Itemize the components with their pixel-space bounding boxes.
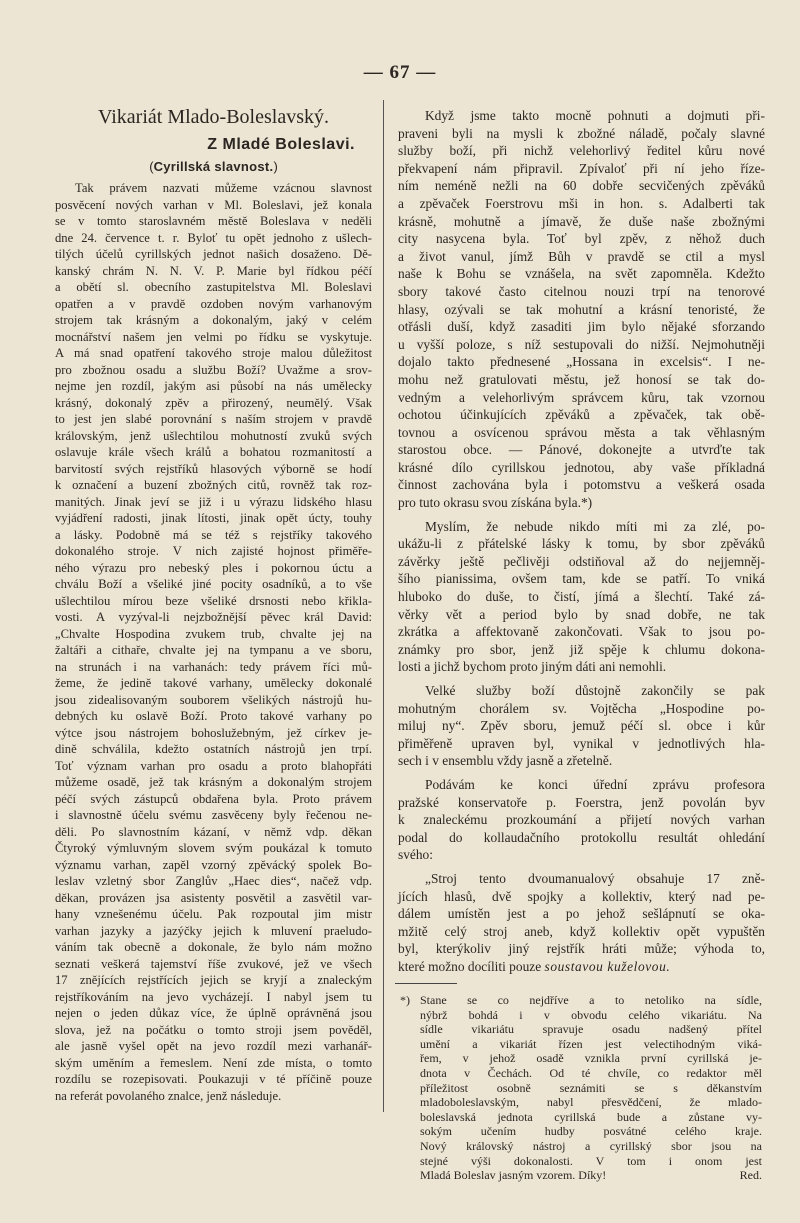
text-line: podal do kollaudačního protokollu resultát ohledání (398, 829, 765, 845)
text-line: Toť význam varhan pro osadu a proto blahopřáti (55, 758, 372, 773)
article-title: Vikariát Mlado-Boleslavský. (98, 106, 329, 128)
text-line: vyjádření radosti, jinak lítosti, jinak opět úcty, touhy (55, 511, 372, 525)
footnote-text (420, 993, 762, 1183)
text-line: příležitost osobně seznámiti se s děkanstvím (420, 1080, 762, 1095)
text-line: A má snad opatření takového stroje malou důležitost (55, 346, 372, 360)
paragraph (398, 870, 765, 976)
text-line: svého: (398, 847, 433, 863)
text-line: Když jsme takto mocně pohnuti a dojmuti při- (425, 108, 765, 123)
text-line: 17 znějících rejstřících jejich se kryjí a znaleckým (55, 973, 372, 987)
text-line: sídle vikariátu spravuje osadu nadšený přítel (420, 1022, 762, 1037)
text-line: a lásky. Podobně má se též s rejstříky takového (55, 527, 372, 542)
text-line: a obětí sl. obecního zastupitelstva Ml. Boleslavi (55, 280, 372, 294)
section-label: Cyrillská slavnost. (153, 159, 274, 174)
text-line: tilých účelů cyrillských jednot našich dosaženo. Dě- (55, 247, 372, 261)
text-line: tovnou a osvícenou správou města a tak věhlasným (398, 424, 765, 440)
text-line: boleslavská jednota cyrillská bude a zůstane vy- (420, 1109, 762, 1124)
text-line: významu varhan, zapěl vzorný zpěvácký spolek Bo- (55, 857, 372, 872)
text-line: varhan jazyky a jazýčky jejich k mluvení praeludo- (55, 923, 372, 938)
text-line: Nový královský nástroj a cyrillský sbor jsou na (420, 1138, 762, 1153)
text-line: váním tak obecně a dokonale, že bylo nám možno (55, 940, 372, 954)
text-line: opatřen a v pravdě ozdoben novým varhanovým (55, 296, 372, 311)
paragraph (398, 682, 765, 770)
text-line: losti a jichž bychom proto jiným dáti ani nemohli. (398, 659, 667, 675)
text-line: city nasycena byla. Toť byl zpěv, z něhož duch (398, 231, 765, 247)
text-line: Tak právem nazvati můžeme vzácnou slavnost (75, 181, 372, 195)
text-line: vosti. A vyzýval-li nejzbožnější pěvec král David: (55, 610, 372, 624)
paragraph (398, 518, 765, 676)
line-text: Mladá Boleslav jasným vzorem. Díky! (420, 1168, 607, 1183)
text-line: chválu Boží a všeliké jiné pocity osadníků, a to vše (55, 577, 372, 591)
text-line: kanský chrám N. N. V. P. Marie byl řídkou péčí (55, 263, 372, 278)
text-line: nýbrž bohdá i v obvodu celého vikariátu. Na (420, 1007, 762, 1022)
text-line: na strunách i na varhanách: tedy právem říci mů- (55, 659, 372, 674)
text-line: umění a vikariát řízen jest velectihodným viká- (420, 1036, 762, 1051)
text-line: ukážu-li z přátelské lásky k tomu, by sbor zpěváků (398, 536, 765, 552)
text-line: byl, kterýkoliv jiný rejstřík hráti může; výhoda to, (398, 941, 765, 957)
text-line: u vyšší poloze, s níž sestupovali do nižší. Nejmohutněji (398, 336, 765, 352)
text-line: řem, v jehož osadě vznikla první cyrillská je- (420, 1051, 762, 1066)
text-line: ušlechtilou mírou beze všeliké drsnosti nebo křikla- (55, 593, 372, 608)
text-line: posvěcení nových varhan v Ml. Boleslavi, jež konala (55, 197, 372, 212)
text-line: pro tuto okrasu svou získána byla.*) (398, 495, 593, 511)
text-line: mohutným chorálem sv. Vojtěcha „Hospodine po- (398, 700, 765, 716)
line-text: které možno docíliti pouze (398, 958, 545, 974)
text-line: nejme jen rozdíl, jakým asi působí na nás umělecky (55, 379, 372, 393)
text-line: „Chvalte Hospodina zvukem trub, chvalte jej na (55, 626, 372, 641)
text-line: ale jasně vyšel opět na jevo rozdíl mezi varhanář- (55, 1039, 372, 1053)
text-line: slova, jež na počátku o tomto stroji jsem pověděl, (55, 1022, 372, 1037)
text-line: pražské konservatoře p. Foerstra, jenž povolán byv (398, 794, 765, 810)
text-line: zkrátka a affektovaně zakončovati. Však to jsou po- (398, 624, 765, 640)
text-line: sech i v ensemblu vždy jasně a zřetelně. (398, 753, 613, 769)
text-line: se v tomto staroslavném městě Boleslava v neděli (55, 214, 372, 228)
text-line: ním neméně nežli na 60 dobře secvičených zpěváků (398, 178, 765, 194)
text-line: přiměřeně upraven byl, vynikal v jednotlivých hla- (398, 735, 765, 751)
text-line: na referát povolaného znalce, jenž následuje. (55, 1088, 282, 1103)
text-line: činnost zachována byla i potomstvu a veškerá osada (398, 477, 765, 493)
text-line: dne 24. července t. r. Byloť tu opět jednoho z ušlech- (55, 230, 372, 245)
text-line: dálem umístěn jest a po jehož sešlápnutí se oka- (398, 906, 765, 922)
text-line: výtce jsou nástrojem bohoslužebným, jež církev je- (55, 725, 372, 740)
text-line: hlasy, ozývali se tak mohutní a krásní tenoristé, že (398, 301, 765, 317)
text-line: mžitě celý stroj aneb, když kollektiv opět vypuštěn (398, 923, 765, 939)
text-line (420, 1168, 762, 1183)
text-line: praveni byli na mysli k zbožné náladě, počaly slavné (398, 125, 765, 141)
text-line: věrky vět a period bylo by snad dobře, ne tak (398, 606, 765, 622)
text-line: dnota v Čechách. Od té chvíle, co redaktor měl (420, 1065, 762, 1080)
text-line: hluboko do duše, to čistí, jímá a šlechtí. Také zá- (398, 589, 765, 605)
text-line: leslav vzletný sbor Zanglův „Haec dies“, načež vdp. (55, 874, 372, 888)
text-line: známky pro sbor, jenž již spěje k chlumu dokona- (398, 641, 765, 657)
paragraph (398, 776, 765, 864)
text-line: stejné výši dokonalosti. V tom i onom jest (420, 1153, 762, 1168)
text-line: a život vanul, jímž Bůh v pravdě se ctil a mysl (398, 248, 765, 264)
text-line: mohu než gratulovati městu, jež honosí se tak do- (398, 371, 765, 387)
text-line: miluj ny“. Zpěv sboru, jemuž péčí sl. obce i kůr (398, 718, 765, 734)
footnote-marker: *) (400, 993, 410, 1007)
text-line: pro zbožnou osadu a službu Boží? Uvažme a srov- (55, 362, 372, 377)
text-line: krásné dílo cyrillskou jednotou, aby vaše příkladná (398, 459, 765, 475)
text-line: žeme, že jedině takové varhany, umělecky dokonalé (55, 676, 372, 690)
text-line: i slavnostně účelu svému zasvěceny byly řečenou ne- (55, 808, 372, 822)
right-column-text (398, 107, 765, 982)
text-line: jících hlasů, dvě spojky a kollektiv, který nad pe- (398, 888, 765, 904)
text-line: děkan, provázen jsa asistenty posvětil a zasvětil var- (55, 890, 372, 905)
text-line (398, 958, 765, 976)
text-line: Podávám ke konci úřední zprávu profesora (425, 776, 765, 792)
article-subtitle: Z Mladé Boleslavi. (207, 136, 355, 153)
text-line: královským, jenž ušlechtilou mohutností zvuků svých (55, 428, 372, 443)
paren-close: ) (273, 159, 278, 174)
text-line: k znaleckému prozkoumání a přijetí nových varhan (398, 812, 765, 828)
text-line: strojem tak krásným a dokonalým, jaký v celém (55, 313, 372, 327)
editor-signature: Red. (739, 1168, 762, 1183)
text-line: sokým učením hudby posvátné celého kraje. (420, 1124, 762, 1139)
text-line: oslavuje krále všech králů a bohatou rozmanitostí a (55, 445, 372, 459)
text-line: Čtyroký výmluvným slovem svým poukázal k tomuto (55, 841, 372, 855)
text-line: otřásli duší, když zasaditi jim bylo nějaké sforzando (398, 319, 765, 335)
text-line: dojalo takto přednesené „Hossana in excelsis“. I ne- (398, 354, 765, 370)
text-line: mocnářství našem jen velmi po řídku se vyskytuje. (55, 329, 372, 344)
text-line: debných ku oslavě Boží. Proto takové varhany po (55, 709, 372, 723)
text-line: můžeme osadě, jež tak krásným a dokonalým strojem (55, 775, 372, 789)
text-line: šího pianissima, ovšem tam, kde se patří. To vniká (398, 571, 765, 587)
text-line: starostou obce. — Pánové, dokonejte a utvrďte tak (398, 442, 765, 458)
text-line: nejen o jeden důkaz více, že úplně oprávněná jsou (55, 1006, 372, 1020)
text-line: ským uměním a řemeslem. Není zde místa, o tomto (55, 1055, 372, 1070)
text-line: mladoboleslavským, nabyl přesvědčení, že mlado- (420, 1095, 762, 1110)
text-line: seznati veškerá tajemství říše zvukové, jež ve všech (55, 956, 372, 971)
text-line: dokonalého stroje. V nich zajisté hojnost přiměře- (55, 544, 372, 558)
text-line: Stane se co nejdříve a to netoliko na sídle, (420, 993, 762, 1007)
text-line: Velké služby boží důstojně zakončily se pak (425, 683, 765, 698)
left-column-text (55, 180, 372, 1104)
paren-open: ( (149, 159, 154, 174)
text-line: sbory takové často citelnou nouzi trpí na tenorové (398, 283, 765, 299)
text-line: k označení a buzení zbožných citů, rovněž tak roz- (55, 478, 372, 492)
text-line: barvitostí svých rejstříků hlasových výborně se hodí (55, 461, 372, 476)
text-line: jsou zidealisovaným souborem všelikých nástrojů hu- (55, 692, 372, 707)
text-line: krásný, dokonalý zpěv a přirozený, neumělý. Však (55, 395, 372, 410)
footnote-rule (395, 983, 457, 984)
article-section-heading (55, 159, 372, 174)
text-line: ného výrazu pro nebeský ples i pokornou úctu a (55, 560, 372, 575)
text-line: rejstříkováním na jevo vycházejí. I nabyl jsem tu (55, 989, 372, 1004)
page-number: — 67 — (363, 62, 437, 83)
text-line: péčí svých zástupců obdařena byla. Proto právem (55, 791, 372, 806)
text-line: naše k Bohu se vznášela, na svět zapomněla. Kdežto (398, 266, 765, 282)
text-line: žaltáři a cithaře, chvalte jej na tympanu a ve sboru, (55, 643, 372, 657)
italic-emphasis: soustavou kuželovou. (544, 958, 671, 974)
column-divider (383, 100, 384, 1112)
text-line: závěrky ještě pečlivěji odstiňoval až do nejjemněj- (398, 553, 765, 569)
text-line: služby boží, při nichž velehorlivý ředitel kůru nové (398, 143, 765, 159)
text-line: děli. Po slavnostním kázaní, v němž vdp. děkan (55, 824, 372, 839)
text-line: vedným a velehorlivým správcem kůru, tak vzornou (398, 389, 765, 405)
paragraph (55, 180, 372, 1104)
text-line: dině schválila, kdežto ostatních nástrojů jen trpí. (55, 742, 372, 756)
text-line: krásně, mohutně a jímavě, že duše naše zbožnými (398, 213, 765, 229)
text-line: a zpěvaček Foerstrovu mši in hon. s. Adalberti tak (398, 195, 765, 211)
paragraph (398, 107, 765, 512)
text-line: překvapení nám připravil. Zpívaloť při ní jeho říze- (398, 160, 765, 176)
text-line: ochotou účinkujících zpěváků a zpěvaček, tak obě- (398, 407, 765, 423)
text-line: „Stroj tento dvoumanualový obsahuje 17 zně- (425, 870, 765, 886)
text-line: hany vznešenému účelu. Pak rozpoutal jim mistr (55, 907, 372, 921)
text-line: manitých. Jinak jeví se již i u výrazu lidského hlasu (55, 494, 372, 509)
text-line: rozdílu se rozepisovati. Poukazuji v té příčině pouze (55, 1072, 372, 1086)
text-line: Myslím, že nebude nikdo míti mi za zlé, po- (425, 518, 765, 534)
text-line: to jest jen slabé porovnání s naším strojem v pravdě (55, 412, 372, 426)
